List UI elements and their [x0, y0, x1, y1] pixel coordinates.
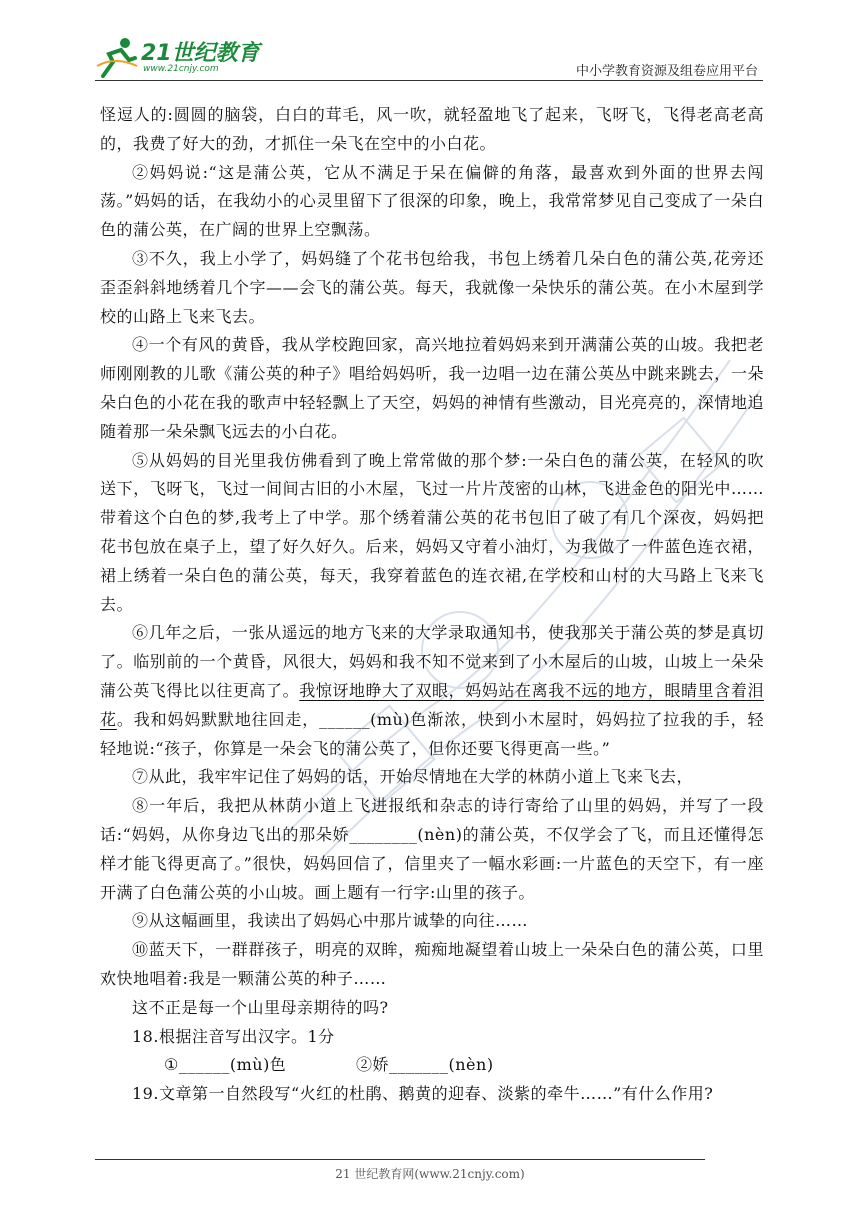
site-logo[interactable] [95, 36, 265, 80]
paragraph-6-part2: 。我和妈妈默默地往回走，______(mù)色渐浓，快到小木屋时，妈妈拉了拉我的手，轻轻地说:“孩子，你算是一朵会飞的蒲公英了，但你还要飞得更高一些。” [100, 709, 764, 758]
underlined-sentence: 我惊讶地睁大了双眼，妈妈站在离我不远的地方，眼睛里含着泪花 [100, 680, 764, 729]
paragraph-1-continued: 怪逗人的:圆圆的脑袋，白白的茸毛，风一吹，就轻盈地飞了起来，飞呀飞，飞得老高老高的，我费了好大的劲，才抓住一朵飞在空中的小白花。 [100, 105, 764, 153]
page-header [95, 30, 760, 80]
paragraph-7: ⑦从此，我牢牢记住了妈妈的话，开始尽情地在大学的林荫小道上飞来飞去， [132, 767, 694, 787]
paragraph-5: ⑤从妈妈的目光里我仿佛看到了晚上常常做的那个梦:一朵白色的蒲公英，在轻风的吹送下，飞呀飞，飞过一间间古旧的小木屋，飞过一片片茂密的山林，飞进金色的阳光中……带着这个白色的梦,我考上了中学。那个绣着蒲公英的花书包旧了破了有几个深夜，妈妈把花书包放在桌子上，望了好久好久。后来，妈妈又守着小油灯，为我做了一件蓝色连衣裙，裙上绣着一朵白色的蒲公英，每天，我穿着蓝色的连衣裙,在学校和山村的大马路上飞来飞去。 [100, 450, 764, 614]
question-18: 18.根据注音写出汉字。1分 [132, 1026, 335, 1046]
header-divider [95, 80, 763, 81]
paragraph-2: ②妈妈说:“这是蒲公英，它从不满足于呆在偏僻的角落，最喜欢到外面的世界去闯荡。”妈妈的话，在我幼小的心灵里留下了很深的印象，晚上，我常常梦见自己变成了一朵白色的蒲公英，在广阔的世界上空飘荡。 [100, 162, 764, 240]
paragraph-6-part1: ⑥几年之后，一张从遥远的地方飞来的大学录取通知书，使我那关于蒲公英的梦是真切了。临别前的一个黄昏，风很大，妈妈和我不知不觉来到了小木屋后的山坡，山坡上一朵朵蒲公英飞得比以往更高了。 [100, 623, 764, 700]
paragraph-8: ⑧一年后，我把从林荫小道上飞进报纸和杂志的诗行寄给了山里的妈妈，并写了一段话:“妈妈，从你身边飞出的那朵娇________(nèn)的蒲公英，不仅学会了飞，而且还懂得怎样才能飞得更高了。”很快，妈妈回信了，信里夹了一幅水彩画:一片蓝色的天空下，有一座开满了白色蒲公英的小山坡。画上题有一行字:山里的孩子。 [100, 796, 764, 902]
paragraph-6 [100, 619, 764, 763]
header-platform-title: 中小学教育资源及组卷应用平台 [575, 64, 758, 79]
blank-mu[interactable]: ①______(mù)色 [164, 1055, 287, 1075]
question-19: 19.文章第一自然段写“火红的杜鹃、鹅黄的迎春、淡紫的牵牛……”有什么作用? [132, 1084, 714, 1104]
paragraph-10: ⑩蓝天下，一群群孩子，明亮的双眸，痴痴地凝望着山坡上一朵朵白色的蒲公英，口里欢快地唱着:我是一颗蒲公英的种子…… [100, 940, 764, 988]
page-footer: 21 世纪教育网(www.21cnjy.com) [335, 1167, 525, 1181]
runner-logo-icon [95, 36, 139, 78]
paragraph-3: ③不久，我上小学了，妈妈缝了个花书包给我，书包上绣着几朵白色的蒲公英,花旁还歪歪斜斜地绣着几个字——会飞的蒲公英。每天，我就像一朵快乐的蒲公英。在小木屋到学校的山路上飞来飞去。 [100, 248, 764, 326]
paragraph-9: ⑨从这幅画里，我读出了妈妈心中那片诚挚的向往…… [132, 911, 529, 931]
question-18-blanks [100, 1051, 764, 1080]
logo-title: 21世纪教育 [141, 41, 260, 66]
article-body [100, 101, 764, 1109]
paragraph-4: ④一个有风的黄昏，我从学校跑回家，高兴地拉着妈妈来到开满蒲公英的山坡。我把老师刚刚教的儿歌《蒲公英的种子》唱给妈妈听，我一边唱一边在蒲公英丛中跳来跳去，一朵朵白色的小花在我的歌声中轻轻飘上了天空，妈妈的神情有些激动，目光亮亮的，深情地追随着那一朵朵飘飞远去的小白花。 [100, 335, 764, 441]
footer-divider [95, 1159, 705, 1160]
blank-nen[interactable]: ②娇_______(nèn) [356, 1055, 494, 1075]
logo-url: www.21cnjy.com [143, 64, 219, 74]
paragraph-11: 这不正是每一个山里母亲期待的吗? [132, 997, 389, 1017]
